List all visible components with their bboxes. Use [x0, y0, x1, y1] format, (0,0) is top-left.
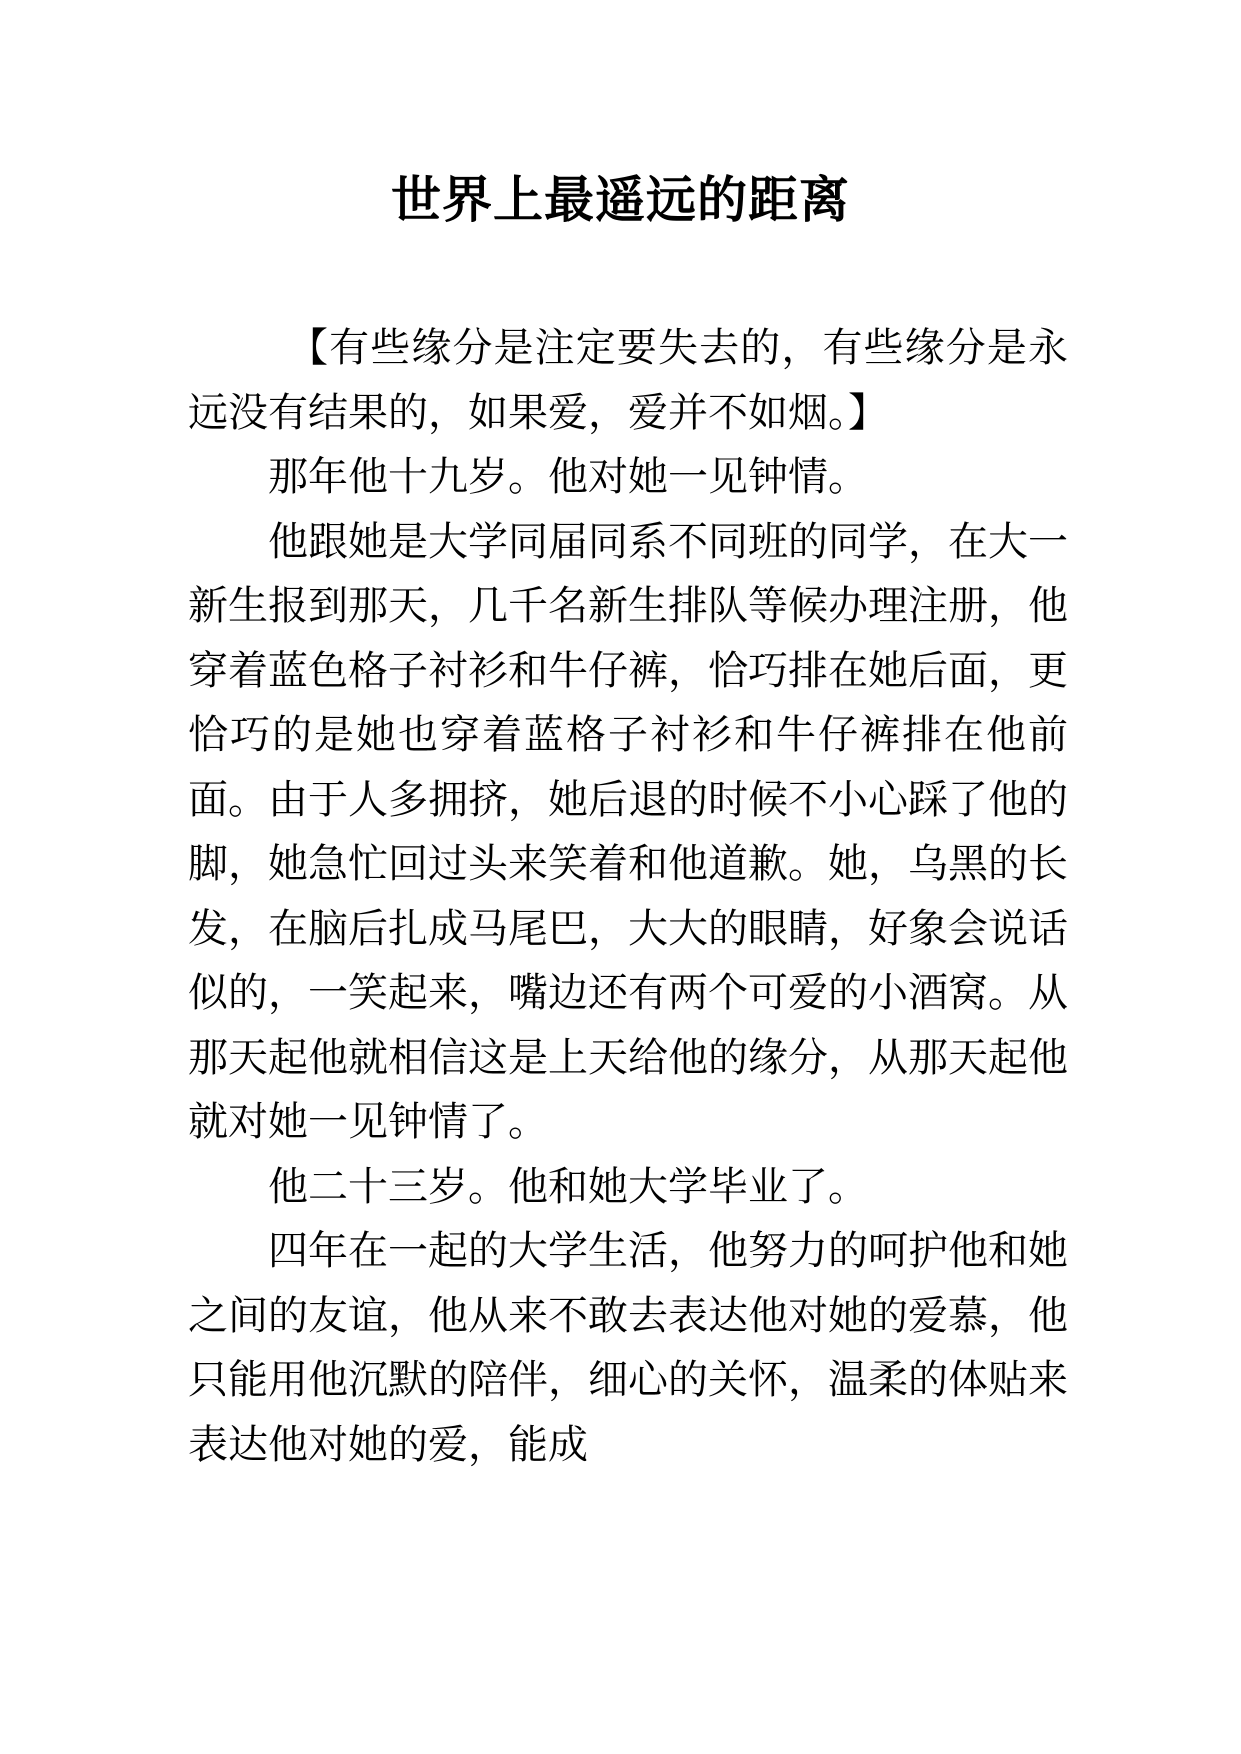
paragraph: 四年在一起的大学生活，他努力的呵护他和她之间的友谊，他从来不敢去表达他对她的爱慕，他只能用他沉默的陪伴，细心的关怀，温柔的体贴来表达他对她的爱，能成 [188, 1228, 1068, 1468]
document-title: 世界上最遥远的距离 [391, 170, 850, 229]
paragraph: 他二十三岁。他和她大学毕业了。 [268, 1163, 868, 1210]
paragraph: 那年他十九岁。他对她一见钟情。 [268, 454, 868, 500]
paragraph-intro: 【有些缘分是注定要失去的，有些缘分是永远没有结果的，如果爱，爱并不如烟。】 [188, 325, 1068, 436]
document-body [188, 316, 1068, 1477]
paragraph: 他跟她是大学同届同系不同班的同学，在大一新生报到那天，几千名新生排队等候办理注册，他穿着蓝色格子衬衫和牛仔裤，恰巧排在她后面，更恰巧的是她也穿着蓝格子衬衫和牛仔裤排在他前面。由于人多拥挤，她后退的时候不小心踩了他的脚，她急忙回过头来笑着和他道歉。她，乌黑的长发，在脑后扎成马尾巴，大大的眼睛，好象会说话似的，一笑起来，嘴边还有两个可爱的小酒窝。从那天起他就相信这是上天给他的缘分，从那天起他就对她一见钟情了。 [188, 518, 1068, 1145]
